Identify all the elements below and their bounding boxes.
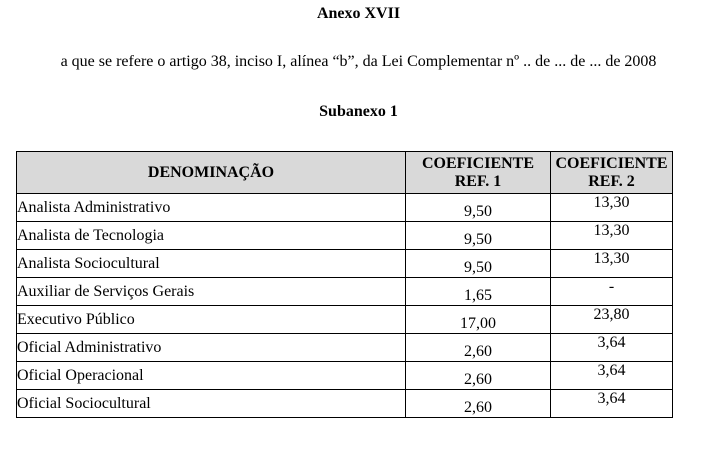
cell-ref1: 9,50 bbox=[406, 250, 551, 278]
table-row bbox=[17, 222, 673, 250]
cell-ref2: 13,30 bbox=[551, 222, 673, 250]
table-row bbox=[17, 362, 673, 390]
table-row bbox=[17, 194, 673, 222]
cell-denominacao: Analista Administrativo bbox=[17, 194, 406, 222]
annex-subtitle: a que se refere o artigo 38, inciso I, alínea “b”, da Lei Complementar nº .. de ... de ... de 2008 bbox=[60, 53, 657, 70]
cell-ref1: 2,60 bbox=[406, 390, 551, 418]
header-coeficiente-ref1 bbox=[406, 152, 551, 194]
cell-ref2: - bbox=[551, 278, 673, 306]
cell-denominacao: Oficial Operacional bbox=[17, 362, 406, 390]
cell-denominacao: Auxiliar de Serviços Gerais bbox=[17, 278, 406, 306]
table-row bbox=[17, 250, 673, 278]
cell-ref2: 3,64 bbox=[551, 390, 673, 418]
table-row bbox=[17, 334, 673, 362]
cell-ref1: 1,65 bbox=[406, 278, 551, 306]
cell-ref2: 3,64 bbox=[551, 334, 673, 362]
cell-ref1: 2,60 bbox=[406, 362, 551, 390]
cell-ref2: 23,80 bbox=[551, 306, 673, 334]
cell-denominacao: Executivo Público bbox=[17, 306, 406, 334]
header-denominacao: DENOMINAÇÃO bbox=[17, 152, 406, 194]
cell-ref1: 2,60 bbox=[406, 334, 551, 362]
table-header-row bbox=[17, 152, 673, 194]
cell-denominacao: Analista Sociocultural bbox=[17, 250, 406, 278]
cell-ref2: 3,64 bbox=[551, 362, 673, 390]
header-ref2-line1: COEFICIENTE bbox=[555, 154, 668, 172]
coefficient-table bbox=[16, 151, 673, 418]
header-coeficiente-ref2 bbox=[551, 152, 673, 194]
cell-ref2: 13,30 bbox=[551, 194, 673, 222]
header-ref1-line2: REF. 1 bbox=[454, 172, 502, 190]
table-row bbox=[17, 390, 673, 418]
cell-denominacao: Oficial Sociocultural bbox=[17, 390, 406, 418]
header-ref1-line1: COEFICIENTE bbox=[421, 154, 535, 172]
cell-denominacao: Oficial Administrativo bbox=[17, 334, 406, 362]
table-row bbox=[17, 278, 673, 306]
cell-ref1: 9,50 bbox=[406, 222, 551, 250]
annex-title: Anexo XVII bbox=[316, 5, 401, 22]
cell-ref1: 9,50 bbox=[406, 194, 551, 222]
header-ref2-line2: REF. 2 bbox=[588, 172, 635, 190]
cell-denominacao: Analista de Tecnologia bbox=[17, 222, 406, 250]
subanexo-heading: Subanexo 1 bbox=[319, 103, 398, 120]
cell-ref2: 13,30 bbox=[551, 250, 673, 278]
table-row bbox=[17, 306, 673, 334]
cell-ref1: 17,00 bbox=[406, 306, 551, 334]
